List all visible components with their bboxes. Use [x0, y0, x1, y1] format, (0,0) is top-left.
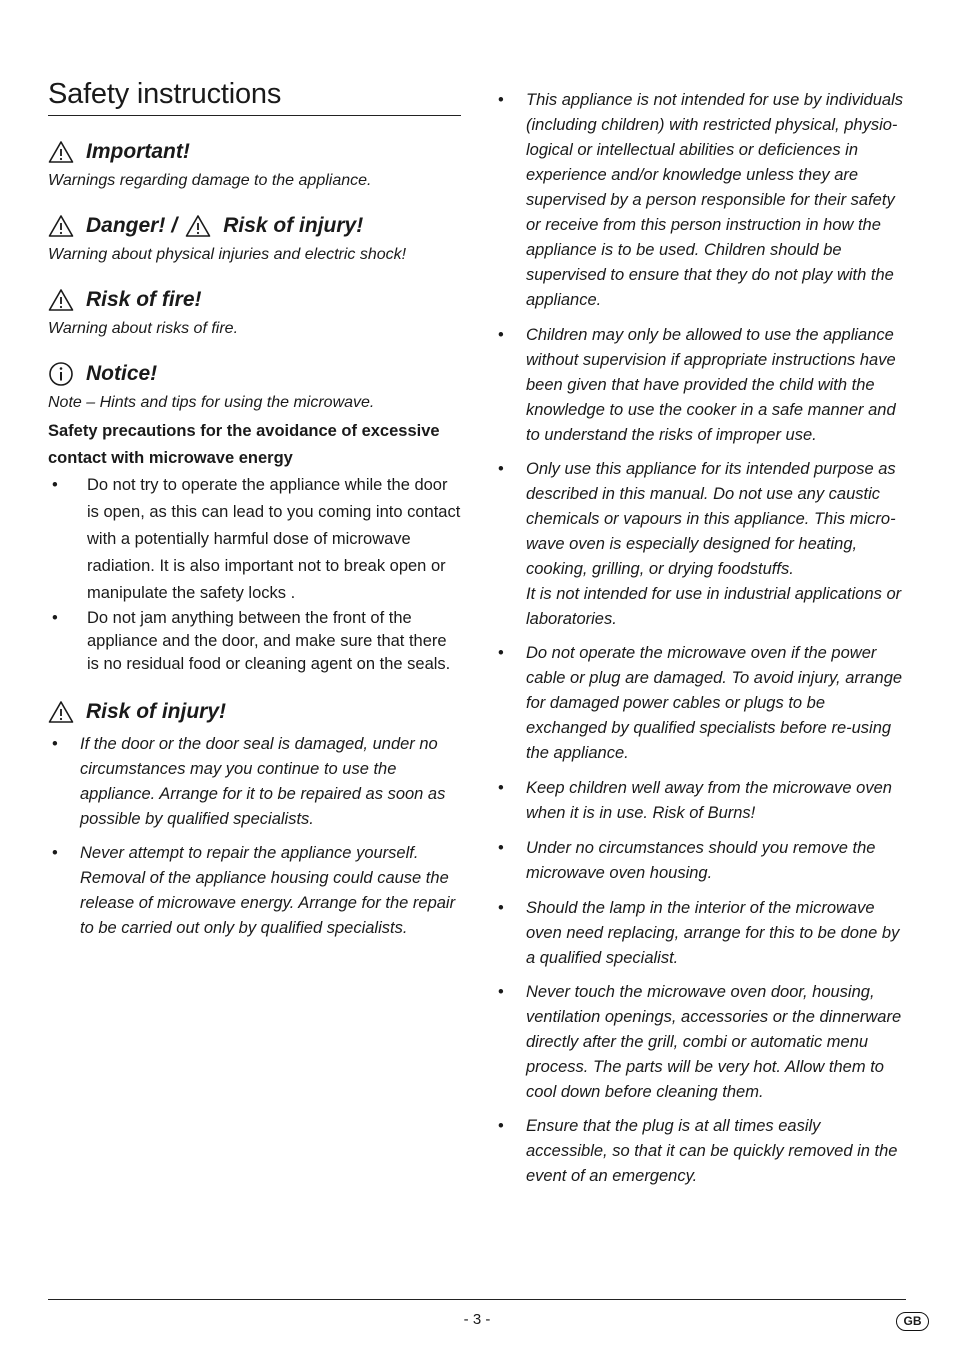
bullet: •: [498, 1117, 504, 1135]
bullet: •: [52, 844, 58, 862]
important-desc: Warnings regarding damage to the appliance.: [48, 172, 372, 189]
danger-desc: Warning about physical injuries and electric shock!: [48, 246, 407, 263]
list-item: • Under no circumstances should you remove the microwave oven housing.: [496, 836, 906, 886]
danger-separator: /: [171, 214, 178, 237]
list-item: • Never attempt to repair the appliance yourself. Removal of the appliance housing could cause the release of microwave energy. Arrange for the repair to be carried out only by qualified specialists.: [48, 841, 461, 941]
bullet: •: [52, 476, 58, 494]
list-item-extra: It is not intended for use in industrial applications or laboratories.: [526, 585, 902, 628]
fire-desc: Warning about risks of fire.: [48, 320, 239, 337]
list-item: • This appliance is not intended for use by individuals (including children) with restricted physical, physiological or intellectual abilities or deficiences in experience and/or knowledge unless they are supervised by a person responsible for their safety or receive from this person instruction in how the appliance is to be used. Children should be supervised to ensure that they do not play with the appliance.: [496, 88, 906, 313]
list-item: • Only use this appliance for its intended purpose as described in this manual. Do not use any caustic chemicals or vapours in this appliance. This microwave oven is especially designed for heating, cooking, grilling, or drying foodstuffs. It is not intended for use in industrial applications or laboratories.: [496, 457, 906, 632]
warning-triangle-icon: [48, 214, 74, 238]
section-danger: [48, 212, 461, 266]
bullet: •: [498, 983, 504, 1001]
section-risk-of-injury: [48, 698, 461, 941]
notice-desc: Note – Hints and tips for using the microwave.: [48, 394, 375, 411]
list-item: • Do not try to operate the appliance while the door is open, as this can lead to you coming into contact with a potentially harmful dose of microwave radiation. It is also important not to break open or manipulate the safety locks .: [48, 472, 461, 607]
footer-divider: [48, 1299, 906, 1300]
list-item: • If the door or the door seal is damaged, under no circumstances may you continue to use the appliance. Arrange for it to be repaired as soon as possible by qualified specialists.: [48, 732, 461, 832]
language-badge: GB: [896, 1312, 929, 1331]
warning-triangle-icon: [48, 140, 74, 164]
section-notice: [48, 360, 461, 414]
danger-heading: [48, 212, 461, 240]
list-item: • Never touch the microwave oven door, housing, ventilation openings, accessories or the dinnerware directly after the grill, combi or automatic menu process. The parts will be very hot. Allow them to cool down before cleaning them.: [496, 980, 906, 1105]
section-fire: [48, 286, 461, 340]
bullet: •: [498, 91, 504, 109]
precautions-heading: Safety precautions for the avoidance of excessive contact with microwave energy: [48, 422, 440, 467]
bullet: •: [498, 779, 504, 797]
important-heading: [48, 138, 461, 166]
safety-list: [496, 88, 906, 1189]
bullet: •: [52, 735, 58, 753]
list-item: • Do not jam anything between the front of the appliance and the door, and make sure that there is no residual food or cleaning agent on the seals.: [52, 609, 451, 673]
bullet: •: [498, 460, 504, 478]
notice-title: Notice!: [86, 362, 158, 385]
info-circle-icon: [48, 361, 74, 387]
list-item: • Keep children well away from the microwave oven when it is in use. Risk of Burns!: [496, 776, 906, 826]
risk-of-injury-title: Risk of injury!: [223, 214, 364, 237]
warning-triangle-icon: [48, 288, 74, 312]
bullet: •: [498, 326, 504, 344]
section-microwave-precautions: [48, 418, 461, 676]
bullet: •: [498, 899, 504, 917]
right-column: [496, 88, 906, 1189]
injury-list: [48, 732, 461, 941]
fire-heading: [48, 286, 461, 314]
injury-heading: [48, 698, 461, 726]
precautions-list: [48, 472, 461, 676]
important-title: Important!: [86, 140, 190, 163]
bullet: •: [52, 609, 58, 627]
list-item: • Do not operate the microwave oven if the power cable or plug are damaged. To avoid injury, arrange for damaged power cables or plugs to be exchanged by qualified specialists before re-using the appliance.: [496, 641, 906, 766]
danger-title: Danger!: [86, 214, 166, 237]
page-number: - 3 -: [463, 1311, 491, 1328]
section-important: [48, 138, 461, 192]
fire-title: Risk of fire!: [86, 288, 202, 311]
warning-triangle-icon: [48, 700, 74, 724]
list-item: • Children may only be allowed to use the appliance without supervision if appropriate instructions have been given that have provided the child with the knowledge to use the cooker in a safe manner and to understand the risks of improper use.: [496, 323, 906, 448]
list-item: • Should the lamp in the interior of the microwave oven need replacing, arrange for this to be done by a qualified specialist.: [496, 896, 906, 971]
injury-title: Risk of injury!: [86, 700, 227, 723]
warning-triangle-icon: [185, 214, 211, 238]
bullet: •: [498, 644, 504, 662]
page-title: Safety instructions: [48, 78, 461, 116]
notice-heading: [48, 360, 461, 388]
list-item: • Ensure that the plug is at all times easily accessible, so that it can be quickly removed in the event of an emergency.: [496, 1114, 906, 1189]
left-column: [48, 78, 461, 941]
bullet: •: [498, 839, 504, 857]
